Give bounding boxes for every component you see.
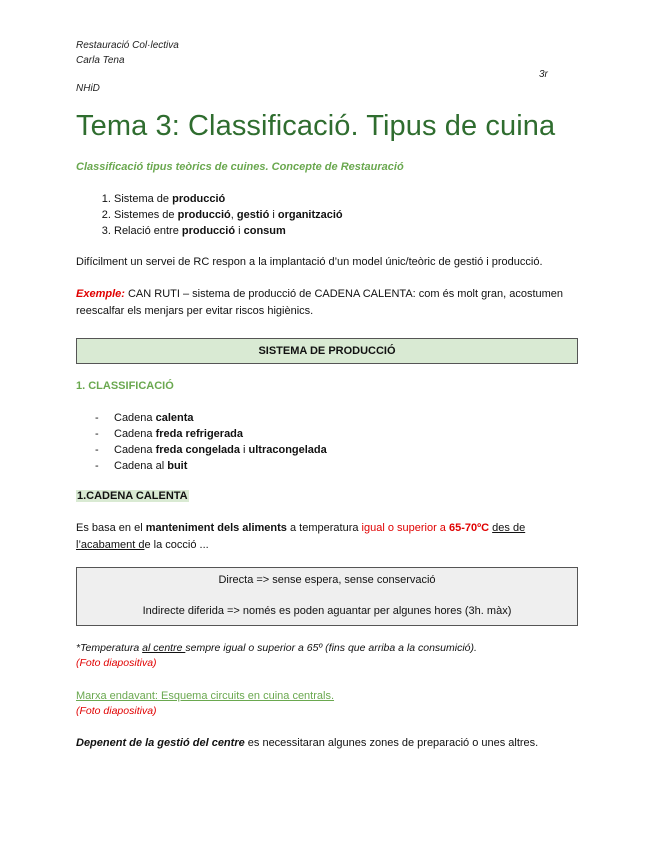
box-line-directa: Directa => sense espera, sense conservació xyxy=(218,574,436,586)
list-item: - Cadena calenta xyxy=(76,410,327,426)
example-label: Exemple: xyxy=(76,288,125,300)
cadena-calenta-heading: 1.CADENA CALENTA xyxy=(77,490,188,502)
conservation-box xyxy=(76,567,578,626)
section-box-produccio: SISTEMA DE PRODUCCIÓ xyxy=(76,338,578,364)
list-item: 1. Sistema de producció xyxy=(114,191,343,207)
example-paragraph: Exemple: CAN RUTI – sistema de producció de CADENA CALENTA: com és molt gran, acostumen reescalfar els menjars per evitar riscos higiènics. xyxy=(76,288,564,317)
paragraph-intro: Difícilment un servei de RC respon a la implantació d’un model únic/teòric de gestió i producció. xyxy=(76,256,543,268)
header-course: 3r xyxy=(539,69,548,80)
header-subject: Restauració Col·lectiva xyxy=(76,40,179,51)
photo-reference: (Foto diapositiva) xyxy=(76,657,157,669)
box-line-indirecte: Indirecte diferida => només es poden aguantar per algunes hores (3h. màx) xyxy=(142,605,512,617)
intro-list xyxy=(76,191,343,239)
list-item: 3. Relació entre producció i consum xyxy=(114,223,343,239)
list-item: - Cadena freda refrigerada xyxy=(76,426,327,442)
page-subtitle: Classificació tipus teòrics de cuines. Concepte de Restauració xyxy=(76,161,404,173)
header-code: NHiD xyxy=(76,83,100,94)
list-item: - Cadena freda congelada i ultracongelada xyxy=(76,442,327,458)
page-title: Tema 3: Classificació. Tipus de cuina xyxy=(76,110,556,142)
list-item: 2. Sistemes de producció, gestió i organització xyxy=(114,207,343,223)
list-item: - Cadena al buit xyxy=(76,458,327,474)
classification-heading: 1. CLASSIFICACIÓ xyxy=(76,380,174,392)
circuits-link[interactable]: Marxa endavant: Esquema circuits en cuina centrals. xyxy=(76,690,335,702)
temperature-note: *Temperatura al centre sempre igual o superior a 65º (fins que arriba a la consumició). xyxy=(76,642,477,654)
cadena-calenta-paragraph: Es basa en el manteniment dels aliments a temperatura igual o superior a 65-70ºC des de l’acabament de la cocció ... xyxy=(76,522,526,551)
last-paragraph: Depenent de la gestió del centre es necessitaran algunes zones de preparació o unes altres. xyxy=(76,737,539,749)
photo-reference: (Foto diapositiva) xyxy=(76,705,157,717)
header-author: Carla Tena xyxy=(76,55,125,66)
classification-list xyxy=(76,410,327,474)
